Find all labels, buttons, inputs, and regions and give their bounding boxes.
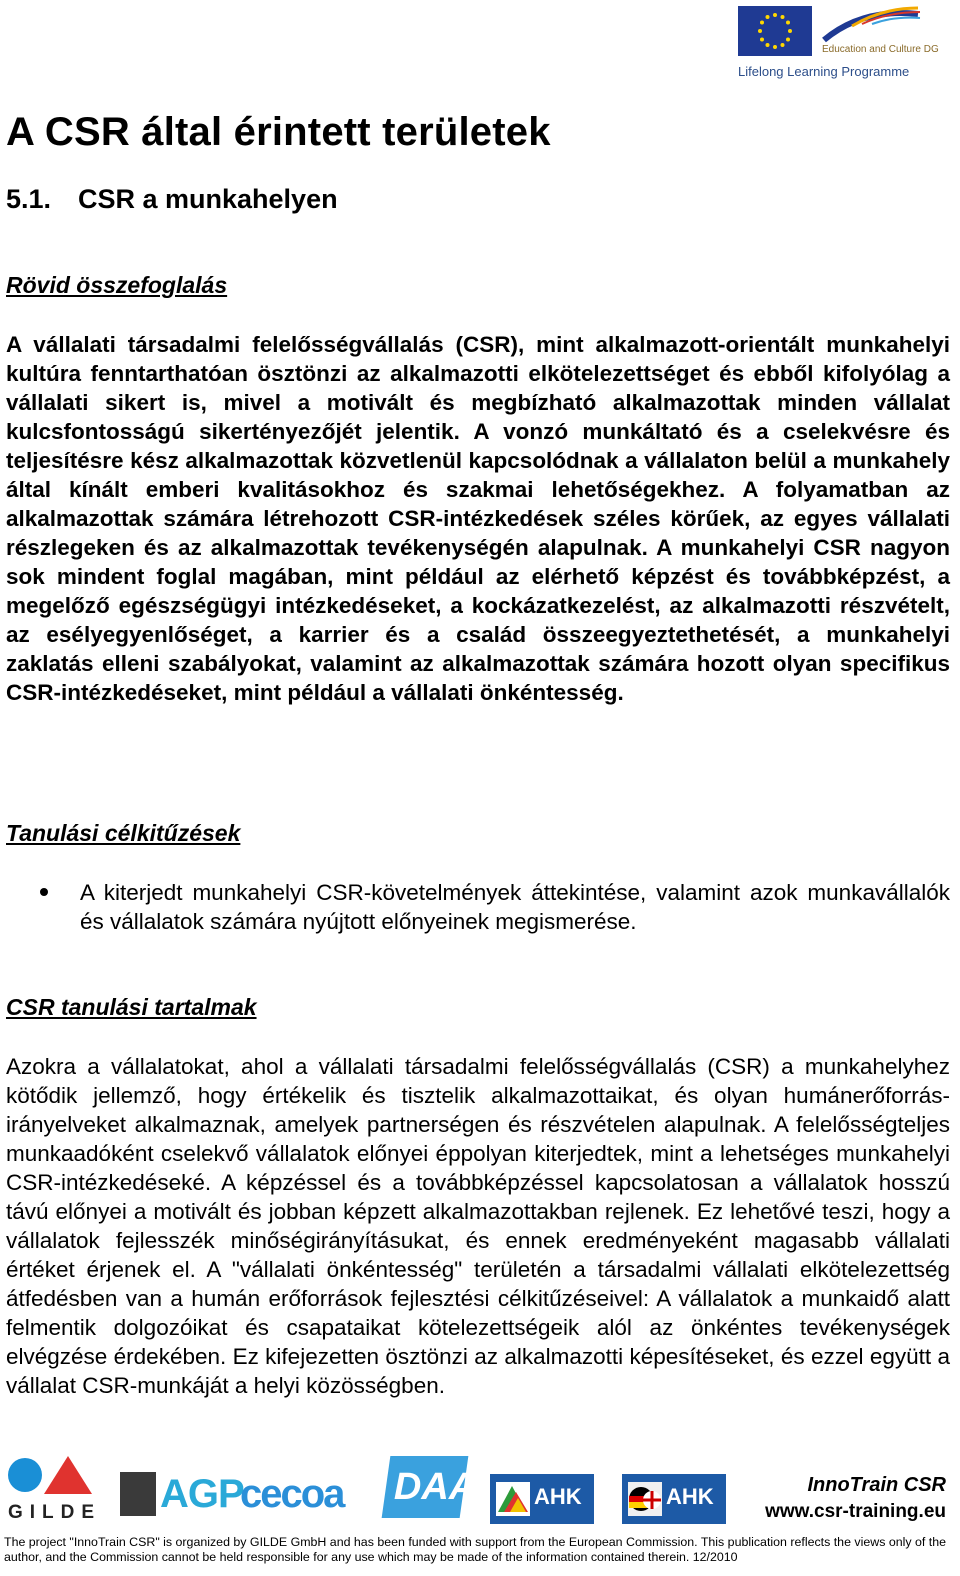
summary-paragraph: A vállalati társadalmi felelősségvállalás (CSR), mint alkalmazott-orientált munkahelyi kultúra fenntarthatóan ösztönzi az alkalmazotti elkötelezettséget és ebből kifolyólag a vállalati sikert is, mivel a motivált és megbízható alkalmazottak minden vállalat kulcsfontosságú sikertényezőjét jelentik. A vonzó munkáltató és a cselekvésre és teljesítésre kész alkalmazottak közvetlenül kapcsolódnak a vállalaton belül a munkahely által kínált emberi kvalitásokhoz és szakmai lehetőségekhez. A folyamatban az alkalmazottak számára létrehozott CSR-intézkedések széles körűek, az egyes vállalati részlegeken és az alkalmazottak tevékenységén alapulnak. A munkahelyi CSR nagyon sok mindent foglal magában, mint például az elérhető képzést és továbbképzést, a megelőző egészségügyi intézkedéseket, a kockázatkezelést, az alkalmazotti részvételt, az esélyegyenlőséget, a karrier és a család összeegyeztethetését, a munkahelyi zaklatás elleni szabályokat, valamint az alkalmazottak számára hozott olyan specifikus CSR-intézkedéseket, mint például a vállalati önkéntesség. [6, 332, 950, 705]
agp-logo: AGP [160, 1472, 244, 1516]
section-heading [6, 184, 338, 215]
objectives-list [6, 878, 950, 936]
ahk-label-1: AHK [534, 1484, 582, 1509]
gilde-triangle-icon [44, 1456, 92, 1494]
daa-label: DAA [393, 1466, 477, 1508]
project-name: InnoTrain CSR [807, 1474, 946, 1496]
agp-mark-icon [120, 1472, 156, 1516]
section-title: CSR a munkahelyen [78, 184, 338, 214]
ahk-logo-2 [622, 1474, 726, 1524]
funding-disclaimer: The project "InnoTrain CSR" is organized by GILDE GmbH and has been funded with support from the European Commission. This publication reflects the views only of the author, and the Commission cannot be held responsible for any use which may be made of the information contained therein. 12/2010 [4, 1535, 947, 1564]
programme-label: Lifelong Learning Programme [738, 64, 910, 79]
partner-logos [0, 1450, 960, 1534]
dg-label: Education and Culture DG [822, 44, 939, 55]
summary-heading: Rövid összefoglalás [6, 272, 228, 298]
ahk-label-2: AHK [666, 1484, 714, 1509]
lifelong-learning-logo [738, 2, 939, 82]
ahk-logo-1 [490, 1474, 594, 1524]
gilde-circle-icon [8, 1458, 42, 1492]
project-branding [765, 1474, 946, 1523]
flag-icon-2 [628, 1482, 662, 1516]
gilde-label: GILDE [8, 1502, 102, 1523]
project-website-link[interactable]: www.csr-training.eu [765, 1501, 946, 1522]
section-number: 5.1. [6, 184, 52, 214]
bullet-icon [40, 888, 48, 896]
gilde-logo [0, 1450, 100, 1530]
cecoa-logo: cecoa [240, 1472, 344, 1516]
daa-logo [382, 1456, 477, 1518]
eu-flag-icon [738, 6, 812, 56]
page-title: A CSR által érintett területek [6, 110, 551, 154]
flag-icon-1 [496, 1482, 530, 1516]
education-culture-swoosh-icon [822, 4, 922, 44]
objective-item: A kiterjedt munkahelyi CSR-követelmények áttekintése, valamint azok munkavállalók és vállalatok számára nyújtott előnyeinek megismerése. [80, 880, 950, 934]
objectives-heading: Tanulási célkitűzések [6, 820, 241, 846]
content-paragraph: Azokra a vállalatokat, ahol a vállalati társadalmi felelősségvállalás (CSR) a munkahelyhez kötődik jellemző, hogy értékelik és tisztelik alkalmazottaikat, és olyan humánerőforrás-irányelveket alkalmaznak, amelyek partnerségen és részvételen alapulnak. A felelősségteljes munkaadóként cselekvő vállalatok előnyei éppolyan kiterjedtek, mint a lehetséges munkahelyi CSR-intézkedéseké. A képzéssel és a továbbképzéssel kapcsolatosan a vállalatok hosszú távú előnyei a motivált és jobban képzett alkalmazottakban rejlenek. Ez lehetővé teszi, hogy a vállalatok fejlesszék minőségirányításukat, és ennek eredményeként magasabb vállalati értéket érjenek el. A "vállalati önkéntesség" területén a társadalmi vállalati elkötelezettség átfedésben van a humán erőforrások fejlesztési célkitűzéseivel: A vállalatok a munkaidő alatt felmentik dolgozóikat és csapataikat kötelezettségeik alól az önkéntes tevékenységek elvégzése érdekében. Ez kifejezetten ösztönzi az alkalmazotti képesítéseket, és ezzel együtt a vállalat CSR-munkáját a helyi közösségben. [6, 1054, 950, 1398]
content-heading: CSR tanulási tartalmak [6, 994, 257, 1020]
